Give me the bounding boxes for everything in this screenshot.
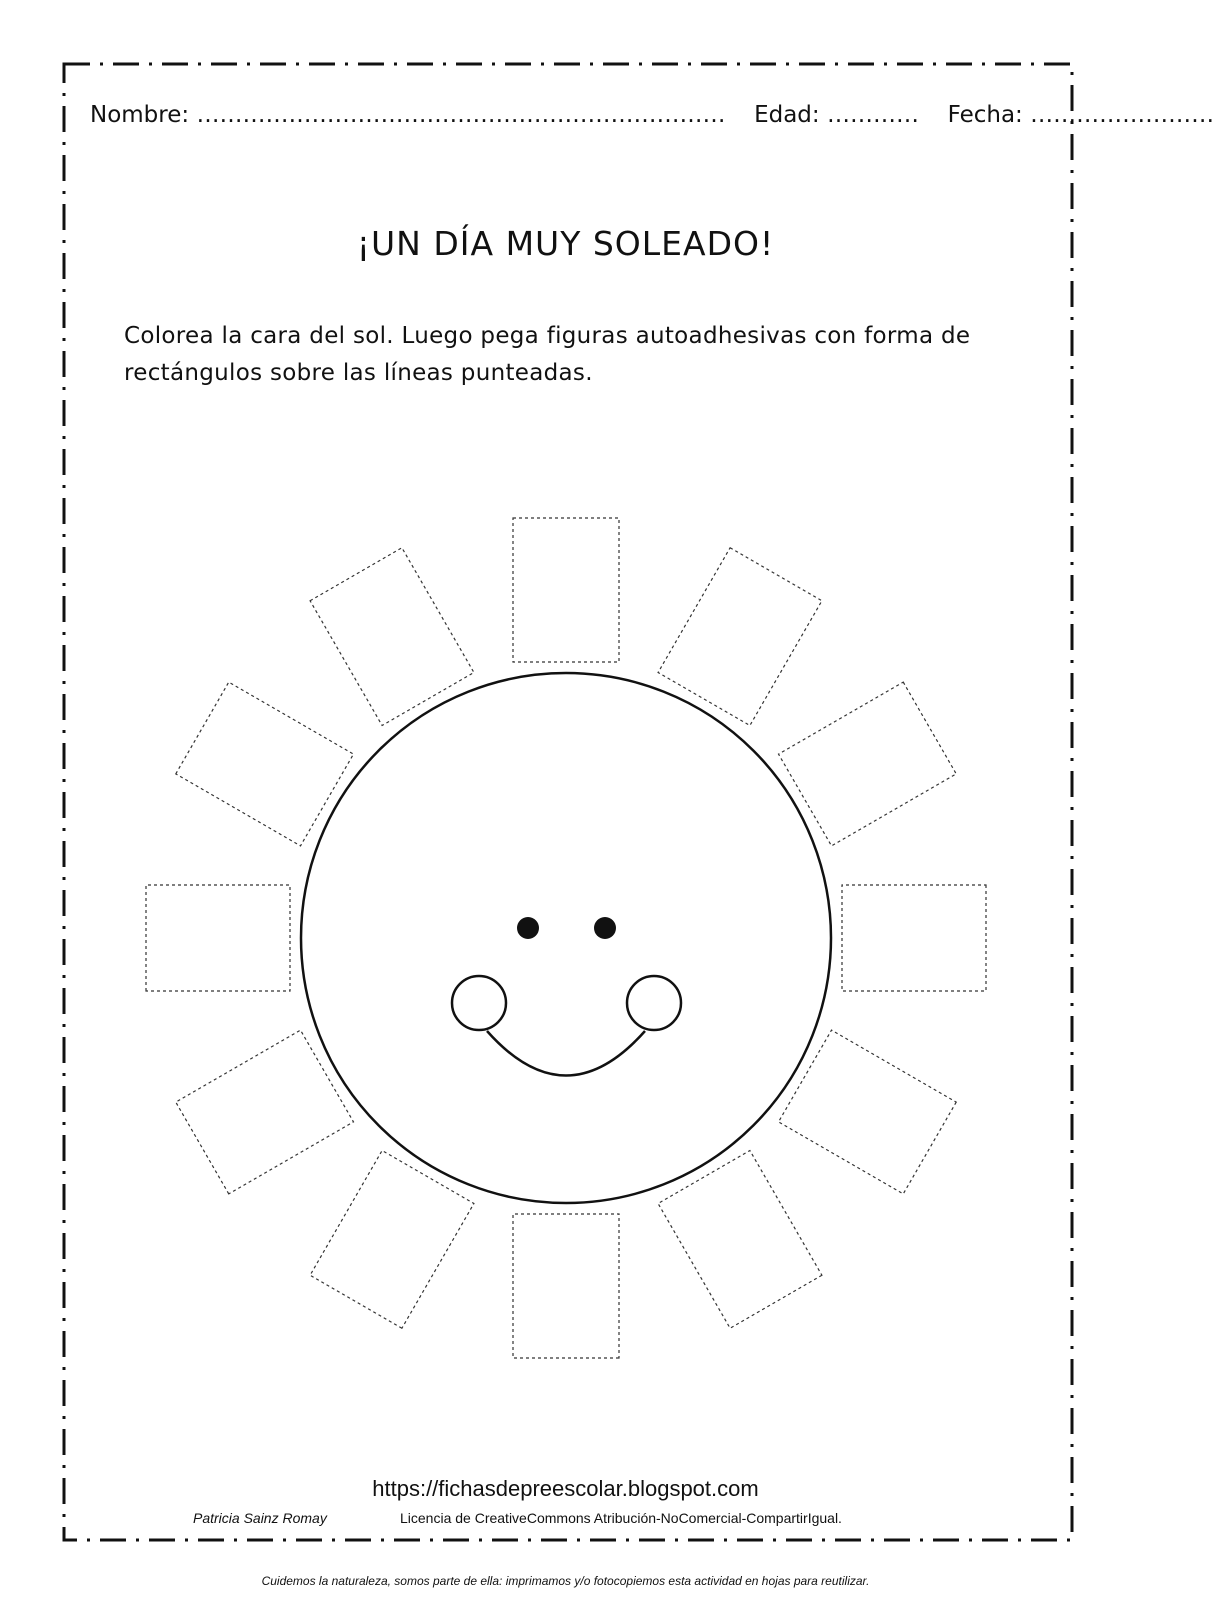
right-eye	[594, 917, 616, 939]
date-field[interactable]: ……………………	[1030, 102, 1214, 128]
sun-ray-1[interactable]	[513, 518, 619, 662]
sun-ray-10[interactable]	[146, 885, 290, 991]
sun-face-circle[interactable]	[301, 673, 831, 1203]
name-label: Nombre:	[90, 102, 190, 128]
instructions-line-1: Colorea la cara del sol. Luego pega figuras autoadhesivas con forma de	[124, 323, 971, 349]
instructions-line-2: rectángulos sobre las líneas punteadas.	[124, 360, 593, 386]
right-cheek	[627, 976, 681, 1030]
name-field[interactable]: ……………………………………………………………	[196, 102, 726, 128]
page-title: ¡UN DÍA MUY SOLEADO!	[356, 224, 775, 263]
footer-author: Patricia Sainz Romay	[193, 1510, 327, 1526]
footer-url[interactable]: https://fichasdepreescolar.blogspot.com	[372, 1476, 759, 1501]
age-label: Edad:	[754, 102, 820, 128]
left-eye	[517, 917, 539, 939]
sun-rays	[146, 518, 986, 1358]
footer-note: Cuidemos la naturaleza, somos parte de ella: imprimamos y/o fotocopiemos esta actividad en hojas para reutilizar.	[261, 1574, 870, 1588]
footer-license: Licencia de CreativeCommons Atribución-NoComercial-CompartirIgual.	[400, 1510, 842, 1526]
smile	[487, 1031, 645, 1076]
sun-ray-4[interactable]	[842, 885, 986, 991]
sun-ray-7[interactable]	[513, 1214, 619, 1358]
date-label: Fecha:	[947, 102, 1023, 128]
age-field[interactable]: …………	[826, 102, 919, 128]
left-cheek	[452, 976, 506, 1030]
